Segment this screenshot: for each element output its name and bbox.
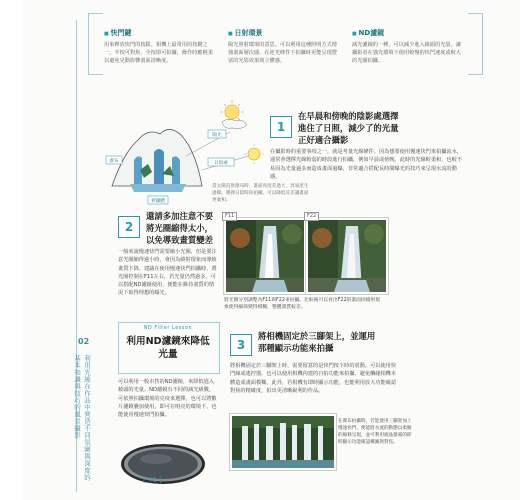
section-1-number: 1 (270, 116, 292, 138)
photo-tag-f11: F11 (222, 212, 237, 221)
glossary-term-body: 減光濾鏡的一種，可以減少進入鏡頭的光量，讓攝影者在強光環境下使用較慢的快門速度或較大的光圈拍攝。 (352, 42, 461, 65)
glossary-term-sunlight (228, 28, 338, 66)
section-3-number: 3 (230, 334, 252, 356)
section-1-heading: 在早晨和傍晚的陰影處選擇進住了日照，減少了的光量正好適合攝影 (298, 111, 399, 145)
waterfall-photo-tripod (230, 414, 336, 470)
illustration-caption: 當太陽直射瀑布時，畫面亮度差過大，容易產生過曝。選擇日陰時段拍攝，可以降低反差讓畫面更柔和。 (212, 184, 309, 203)
nd-filter-image (120, 442, 206, 486)
label-sun: 陽光 (212, 132, 222, 138)
waterfall-photo-f11 (224, 218, 306, 294)
nd-box-body: 可以利用一般市售的ND濾鏡，來降低進入鏡頭的光量。ND濾鏡有不同的減光級數，可依照拍攝環境的亮度來選擇，也可以將數片濾鏡疊加使用，即可在明亮的環境下，也能使用慢速快門拍攝。 (118, 379, 217, 419)
nd-box-subtitle: ND Filter Lesson (143, 326, 193, 331)
glossary-term-body: 用來釋放快門的按鈕。相機上最常用的按鍵之一，半按可對焦，全按即可拍攝，操作時應輕柔以避免晃動影響畫面清晰度。 (104, 42, 213, 65)
photo-tag-f22: F22 (304, 212, 319, 221)
glossary-term-nd-filter (352, 28, 462, 66)
tripod-photo-caption: 在瀑布拍攝時，若能使用三腳架加上慢速快門，便能將水流的動態以柔順的線條呈現，並可利用液晶螢幕的即時顯示功能確認構圖與對焦。 (338, 419, 412, 445)
glossary-term-title: ■ ND濾鏡 (352, 28, 462, 38)
glossary-bracket-left (88, 13, 103, 75)
section-2-body: 一般來說慢速快門需要縮小光圈，但是要注意光圈縮得過小時，會因為繞射現象而導致畫質下降。建議在使用慢速快門拍攝時，將光圈控制在F11左右，若光量仍然過多，可以搭配ND濾鏡使用，便能在維持畫質的情況下取得理想的曝光。 (118, 249, 217, 297)
photo-image-f11 (226, 220, 304, 292)
section-2-heading: 還請多加注意不要將光圈縮得太小，以免導致畫質變差 (146, 211, 213, 245)
glossary-term-title: ■ 日射環景 (228, 28, 338, 38)
section-3-body: 將相機固定於三腳架上時，需要留意的是快門按下時的震動。可以使用快門線或遙控器，也可以使用相機內建的自拍功能來拍攝，避免觸碰相機本體造成畫面模糊。此外，若相機有即時顯示功能，也能利用放大功能確認對焦的精確度，拍出更清晰銳利的作品。 (230, 363, 397, 394)
section-1-body: 在攝影時的重要事項之一，就是考量光線條件。因為想要使用慢速快門來拍攝流水，通常會選擇光線較弱的時段進行拍攝，例如早晨或傍晚。此時的光線較柔和，也較不易因為光量過多而造成畫面過曝，非常適合搭配長時間曝光的技巧來呈現水流的動感。 (270, 149, 462, 180)
chapter-title: 利用光線在作品中營造不同氛圍與深度的基本知識與技巧的風景攝影 (73, 355, 91, 481)
photo-image-tripod (232, 416, 334, 468)
glossary-term-body: 陽光照射環境的意思。可以利用這種照明方式增強畫面層次感，在逆光條件下拍攝時更能呈現豐富的光影效果與立體感。 (228, 42, 337, 65)
glossary-bracket-right (468, 13, 483, 75)
photos-caption: 將光圈分別調整為F11與F22來拍攝。比較後可以看出F22的畫面因繞射現象使得細節變得模糊，整體畫質較差。 (224, 298, 381, 310)
waterfall-photo-f22 (306, 218, 388, 294)
nd-box-title: 利用ND濾鏡來降低光量 (126, 336, 210, 360)
label-subject: 被攝體 (151, 198, 165, 204)
page-margin (0, 0, 22, 500)
glossary-term-title: ■ 快門鍵 (104, 28, 214, 38)
nd-filter-box (118, 322, 218, 490)
section-3-heading: 將相機固定於三腳架上，並運用那種顯示功能來拍攝 (258, 331, 376, 353)
section-2-number: 2 (118, 216, 140, 238)
page-number: [ 41 ] (143, 476, 162, 484)
label-shade: 日陰處 (214, 160, 228, 166)
chapter-number: 02 (78, 337, 90, 346)
photo-image-f22 (308, 220, 386, 292)
label-falls: 瀑布 (109, 158, 119, 164)
glossary-term-shutter (104, 28, 214, 66)
